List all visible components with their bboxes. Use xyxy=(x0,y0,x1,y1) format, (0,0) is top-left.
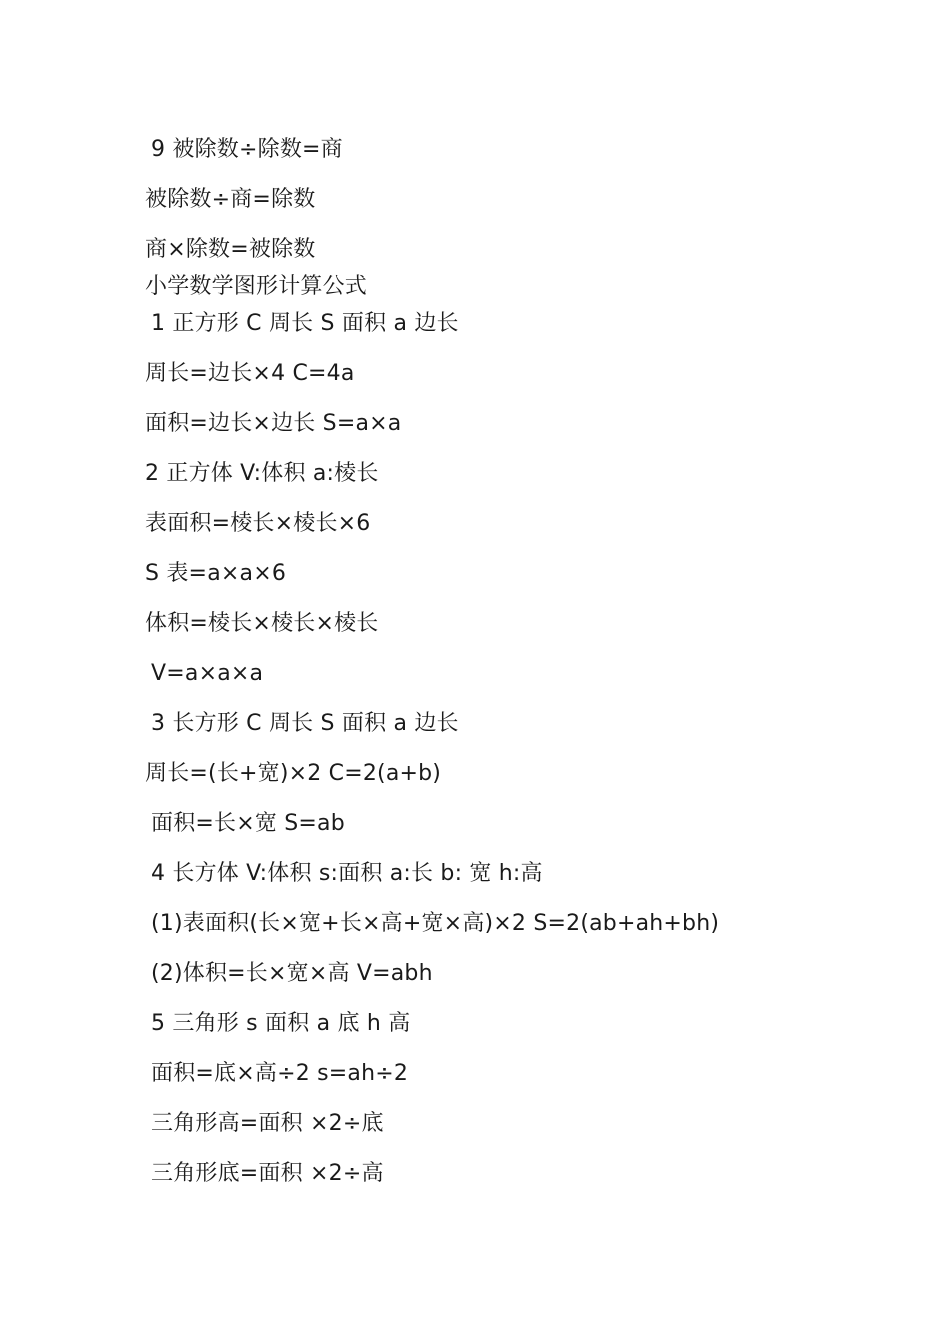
formula-line-cube-surface-area: 表面积=棱长×棱长×6 xyxy=(145,511,371,536)
formula-line-triangle-area: 面积=底×高÷2 s=ah÷2 xyxy=(151,1061,409,1086)
formula-heading-rectangle: 3 长方形 C 周长 S 面积 a 边长 xyxy=(151,711,459,736)
formula-heading-cube: 2 正方体 V:体积 a:棱长 xyxy=(145,461,379,486)
formula-line-cuboid-surface-area: (1)表面积(长×宽+长×高+宽×高)×2 S=2(ab+ah+bh) xyxy=(151,911,720,936)
formula-line-division-quotient: 9 被除数÷除数=商 xyxy=(151,137,343,162)
formula-line-rectangle-perimeter: 周长=(长+宽)×2 C=2(a+b) xyxy=(145,761,442,786)
formula-line-divisor: 被除数÷商=除数 xyxy=(145,187,316,212)
formula-line-square-area: 面积=边长×边长 S=a×a xyxy=(145,411,402,436)
formula-line-triangle-base: 三角形底=面积 ×2÷高 xyxy=(151,1161,384,1186)
formula-line-rectangle-area: 面积=长×宽 S=ab xyxy=(151,811,345,836)
section-heading-geometry-formulas: 小学数学图形计算公式 xyxy=(145,274,368,299)
formula-line-cuboid-volume: (2)体积=长×宽×高 V=abh xyxy=(151,961,433,986)
formula-line-cube-volume-symbol: V=a×a×a xyxy=(151,661,264,686)
formula-heading-triangle: 5 三角形 s 面积 a 底 h 高 xyxy=(151,1011,411,1036)
formula-line-triangle-height: 三角形高=面积 ×2÷底 xyxy=(151,1111,384,1136)
formula-line-dividend: 商×除数=被除数 xyxy=(145,237,316,262)
formula-line-square-perimeter: 周长=边长×4 C=4a xyxy=(145,361,355,386)
formula-heading-cuboid: 4 长方体 V:体积 s:面积 a:长 b: 宽 h:高 xyxy=(151,861,543,886)
formula-line-cube-volume: 体积=棱长×棱长×棱长 xyxy=(145,611,379,636)
formula-heading-square: 1 正方形 C 周长 S 面积 a 边长 xyxy=(151,311,459,336)
formula-line-cube-surface-area-symbol: S 表=a×a×6 xyxy=(145,561,287,586)
